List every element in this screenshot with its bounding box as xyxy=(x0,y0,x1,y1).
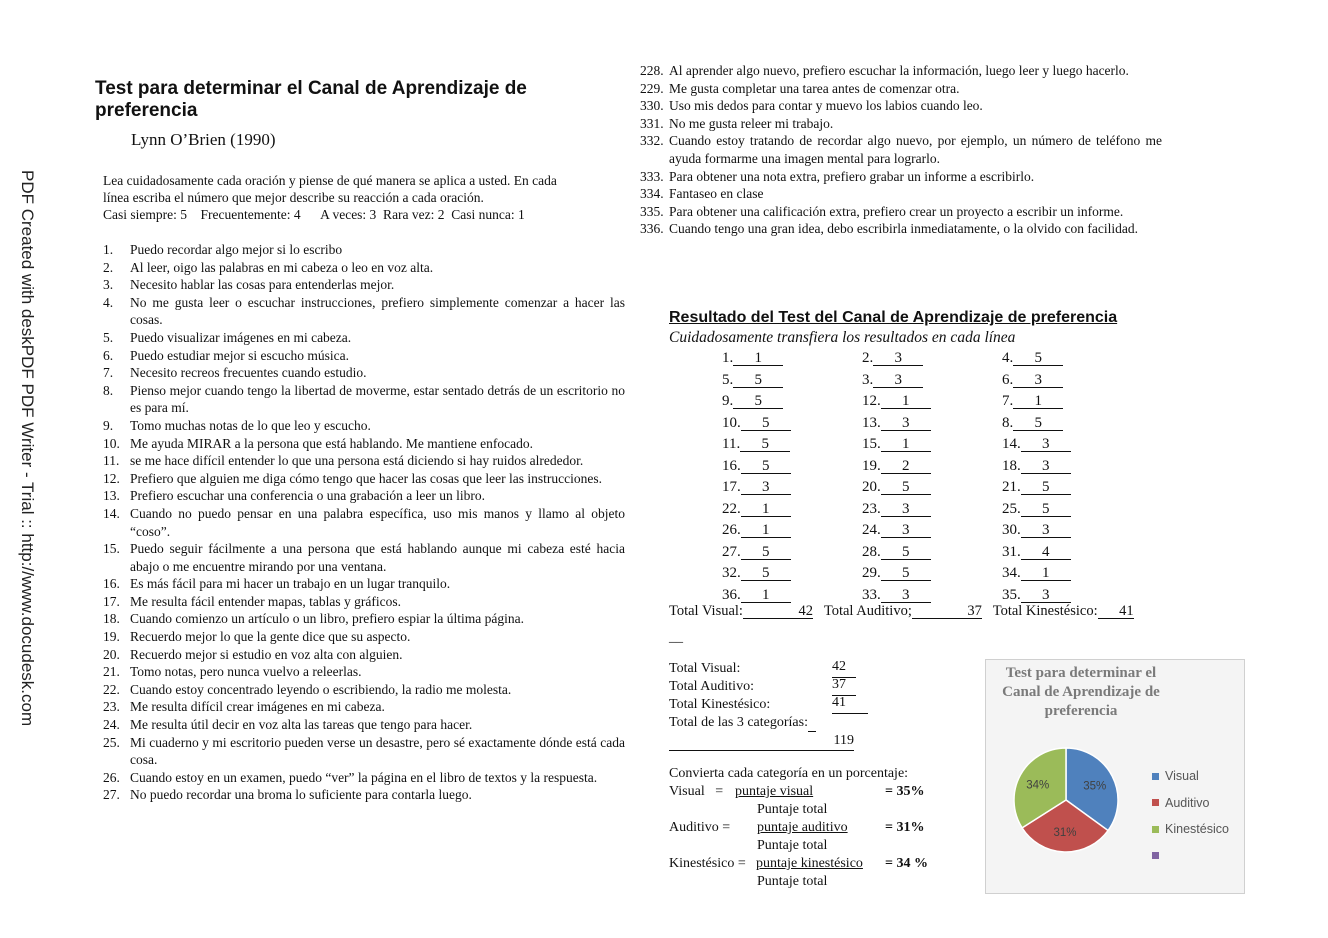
item-ref: 33. xyxy=(862,586,881,603)
score-value: 5 xyxy=(740,437,790,452)
item-ref: 12. xyxy=(862,393,881,410)
results-row xyxy=(722,391,1142,413)
results-cell xyxy=(722,372,862,389)
results-cell xyxy=(722,350,862,367)
item-number: 336. xyxy=(640,221,664,237)
watermark-text: PDF Created with deskPDF PDF Writer - Trial :: http://www.docudesk.com xyxy=(18,170,37,727)
instructions xyxy=(103,172,625,223)
list-item xyxy=(95,382,625,417)
list-item xyxy=(95,452,625,470)
list-item xyxy=(95,646,625,664)
score-value: 1 xyxy=(741,588,791,603)
score-value: 1 xyxy=(1021,566,1071,581)
results-cell xyxy=(862,501,1002,518)
summary-label: Total Visual: xyxy=(669,661,741,676)
item-text: Para obtener una nota extra, prefiero grabar un informe a escribirlo. xyxy=(669,168,1035,184)
results-cell xyxy=(722,415,862,432)
percentage-conversion xyxy=(669,765,969,891)
item-number: 14. xyxy=(103,505,120,521)
item-ref: 7. xyxy=(1002,393,1014,410)
results-cell xyxy=(722,436,862,453)
total-kinestesico-value: 41 xyxy=(1098,604,1134,619)
kinestesico-label: Kinestésico = xyxy=(669,856,746,871)
results-title: Resultado del Test del Canal de Aprendizaje de preferencia xyxy=(669,309,1118,326)
legend-swatch xyxy=(1152,773,1159,780)
list-item xyxy=(640,115,1162,133)
item-ref: 26. xyxy=(722,522,741,539)
list-item xyxy=(95,786,625,804)
totals-summary xyxy=(669,660,868,751)
list-item xyxy=(95,241,625,259)
results-row xyxy=(722,499,1142,521)
legend-item xyxy=(1152,816,1229,843)
item-ref: 1. xyxy=(722,350,734,367)
score-value: 5 xyxy=(1021,480,1071,495)
item-number: 27. xyxy=(103,787,120,803)
score-value: 3 xyxy=(873,351,923,366)
list-item xyxy=(95,329,625,347)
visual-percent: = 35% xyxy=(885,784,925,799)
kinestesico-percent: = 34 % xyxy=(885,856,928,871)
score-value: 1 xyxy=(733,351,783,366)
list-item xyxy=(95,435,625,453)
item-text: Puedo estudiar mejor si escucho música. xyxy=(130,347,349,363)
item-text: Me resulta difícil crear imágenes en mi cabeza. xyxy=(130,699,385,715)
score-value: 5 xyxy=(741,416,791,431)
instructions-line: Lea cuidadosamente cada oración y piense de qué manera se aplica a usted. En cada xyxy=(103,173,557,188)
list-item xyxy=(640,185,1162,203)
item-text: Cuando estoy concentrado leyendo o escribiendo, la radio me molesta. xyxy=(130,681,512,697)
item-ref: 24. xyxy=(862,522,881,539)
item-number: 228. xyxy=(640,63,664,78)
item-text: Necesito hablar las cosas para entenderlas mejor. xyxy=(130,277,395,293)
results-cell xyxy=(1002,479,1142,496)
item-number: 2. xyxy=(103,259,114,275)
legend-swatch xyxy=(1152,799,1159,806)
score-value: 5 xyxy=(741,566,791,581)
results-row xyxy=(722,434,1142,456)
item-number: 10. xyxy=(103,435,120,451)
list-item xyxy=(95,347,625,365)
score-value: 1 xyxy=(881,394,931,409)
legend-label: Kinestésico xyxy=(1165,822,1229,837)
results-cell xyxy=(722,393,862,410)
list-item xyxy=(95,593,625,611)
summary-row xyxy=(669,678,868,696)
total-auditivo-value: 37 xyxy=(912,604,982,619)
results-cell xyxy=(722,522,862,539)
score-value: 5 xyxy=(881,566,931,581)
total-visual-value: 42 xyxy=(743,604,813,619)
kinestesico-denominator: Puntaje total xyxy=(757,874,828,889)
item-number: 333. xyxy=(640,168,664,184)
pie-chart xyxy=(985,659,1245,894)
results-cell xyxy=(862,544,1002,561)
summary-label: Total Auditivo: xyxy=(669,679,754,694)
results-grid xyxy=(722,348,1142,606)
instructions-line: línea escriba el número que mejor describe su reacción a cada oración. xyxy=(103,190,484,205)
item-text: Cuando no puedo pensar en una palabra específica, uso mis manos y llamo al objeto “coso”. xyxy=(130,505,625,539)
rating-scale: Casi siempre: 5 Frecuentemente: 4 A veces: 3 Rara vez: 2 Casi nunca: 1 xyxy=(103,207,525,222)
question-list-continued xyxy=(640,62,1162,238)
score-value: 4 xyxy=(1021,545,1071,560)
item-number: 18. xyxy=(103,611,120,627)
item-text: Es más fácil para mi hacer un trabajo en un lugar tranquilo. xyxy=(130,576,451,592)
list-item xyxy=(95,769,625,787)
page-title: Test para determinar el Canal de Aprendizaje de preferencia xyxy=(95,78,527,121)
summary-value: 42 xyxy=(832,660,856,678)
score-value: 5 xyxy=(1013,351,1063,366)
legend-label: Visual xyxy=(1165,769,1199,784)
summary-row xyxy=(669,696,868,714)
item-number: 11. xyxy=(103,453,120,469)
item-ref: 28. xyxy=(862,543,881,560)
list-item xyxy=(95,716,625,734)
summary-value: 37 xyxy=(832,678,856,696)
sum-value: 119 xyxy=(669,732,854,751)
item-ref: 25. xyxy=(1002,500,1021,517)
item-ref: 14. xyxy=(1002,436,1021,453)
item-number: 330. xyxy=(640,98,664,114)
item-number: 331. xyxy=(640,115,664,131)
item-number: 15. xyxy=(103,541,120,557)
score-value: 3 xyxy=(881,416,931,431)
list-item xyxy=(95,575,625,593)
item-text: Al aprender algo nuevo, prefiero escuchar la información, luego leer y luego hacerlo. xyxy=(669,63,1129,78)
item-ref: 6. xyxy=(1002,371,1014,388)
item-number: 1. xyxy=(103,242,114,257)
chart-legend xyxy=(1152,763,1229,869)
item-number: 4. xyxy=(103,294,114,310)
results-cell xyxy=(722,458,862,475)
item-number: 19. xyxy=(103,629,120,645)
score-value: 5 xyxy=(1021,502,1071,517)
item-text: No me gusta releer mi trabajo. xyxy=(669,115,834,131)
item-number: 24. xyxy=(103,717,120,733)
item-ref: 11. xyxy=(722,436,741,453)
data-label: 34% xyxy=(1026,779,1050,792)
legend-item xyxy=(1152,763,1229,790)
summary-label: Total Kinestésico: xyxy=(669,697,771,712)
legend-item xyxy=(1152,843,1229,870)
score-value: 1 xyxy=(741,502,791,517)
score-value: 1 xyxy=(741,523,791,538)
results-row xyxy=(722,542,1142,564)
summary-row xyxy=(669,714,868,732)
list-item xyxy=(95,276,625,294)
sum-label: Total de las 3 categorías: xyxy=(669,715,808,730)
author: Lynn O’Brien (1990) xyxy=(131,130,276,149)
item-number: 26. xyxy=(103,769,120,785)
item-number: 12. xyxy=(103,470,120,486)
item-number: 332. xyxy=(640,133,664,149)
item-ref: 4. xyxy=(1002,350,1014,367)
item-ref: 31. xyxy=(1002,543,1021,560)
score-value: 3 xyxy=(881,502,931,517)
list-item xyxy=(640,220,1162,238)
score-value: 3 xyxy=(1021,459,1071,474)
list-item xyxy=(95,610,625,628)
results-cell xyxy=(1002,393,1142,410)
auditivo-denominator: Puntaje total xyxy=(757,838,828,853)
total-visual-label: Total Visual: xyxy=(669,603,743,619)
score-value: 2 xyxy=(881,459,931,474)
list-item xyxy=(95,540,625,575)
score-value: 5 xyxy=(733,394,783,409)
item-ref: 17. xyxy=(722,479,741,496)
results-cell xyxy=(862,415,1002,432)
item-ref: 30. xyxy=(1002,522,1021,539)
score-value: 5 xyxy=(881,480,931,495)
chart-title: Test para determinar el Canal de Aprendizaje de preferencia xyxy=(1002,665,1160,719)
results-row xyxy=(722,477,1142,499)
results-cell xyxy=(1002,501,1142,518)
results-cell xyxy=(862,350,1002,367)
left-column xyxy=(95,78,625,804)
results-cell xyxy=(722,501,862,518)
legend-label: Auditivo xyxy=(1165,795,1210,810)
item-number: 13. xyxy=(103,488,120,504)
blank-line: __ xyxy=(669,630,683,645)
item-ref: 27. xyxy=(722,543,741,560)
item-number: 6. xyxy=(103,347,114,363)
item-ref: 9. xyxy=(722,393,734,410)
item-text: Mi cuaderno y mi escritorio pueden verse un desastre, pero sé exactamente dónde está cada cosa. xyxy=(130,734,625,768)
list-item xyxy=(95,628,625,646)
list-item xyxy=(95,681,625,699)
list-item xyxy=(95,294,625,329)
item-number: 25. xyxy=(103,734,120,750)
list-item xyxy=(95,364,625,382)
list-item xyxy=(640,62,1162,80)
item-number: 22. xyxy=(103,681,120,697)
list-item xyxy=(640,97,1162,115)
summary-row xyxy=(669,660,868,678)
kinestesico-numerator: puntaje kinestésico xyxy=(756,856,863,871)
item-number: 17. xyxy=(103,593,120,609)
auditivo-percent: = 31% xyxy=(885,820,925,835)
item-ref: 36. xyxy=(722,586,741,603)
results-row xyxy=(722,370,1142,392)
item-ref: 32. xyxy=(722,565,741,582)
summary-value: 41 xyxy=(832,696,868,714)
results-cell xyxy=(1002,544,1142,561)
results-row xyxy=(722,563,1142,585)
results-row xyxy=(722,348,1142,370)
results-subtitle: Cuidadosamente transfiera los resultados en cada línea xyxy=(669,329,1016,346)
visual-label: Visual = xyxy=(669,784,724,799)
list-item xyxy=(95,663,625,681)
results-cell xyxy=(722,565,862,582)
item-ref: 19. xyxy=(862,457,881,474)
item-text: Recuerdo mejor lo que la gente dice que su aspecto. xyxy=(130,629,411,645)
list-item xyxy=(95,698,625,716)
results-row xyxy=(722,520,1142,542)
item-text: Cuando tengo una gran idea, debo escribirla inmediatamente, o la olvido con facilidad. xyxy=(669,221,1138,237)
item-number: 5. xyxy=(103,329,114,345)
item-ref: 18. xyxy=(1002,457,1021,474)
auditivo-label: Auditivo = xyxy=(669,820,731,835)
item-number: 20. xyxy=(103,646,120,662)
list-item xyxy=(95,487,625,505)
total-auditivo-label: Total Auditivo; xyxy=(823,603,912,619)
item-number: 9. xyxy=(103,417,114,433)
results-cell xyxy=(1002,587,1142,604)
results-cell xyxy=(1002,565,1142,582)
results-cell xyxy=(1002,372,1142,389)
item-ref: 21. xyxy=(1002,479,1021,496)
legend-swatch xyxy=(1152,826,1159,833)
item-number: 3. xyxy=(103,277,114,293)
item-number: 8. xyxy=(103,382,114,398)
results-cell xyxy=(1002,522,1142,539)
item-text: Prefiero escuchar una conferencia o una grabación a leer un libro. xyxy=(130,488,485,504)
results-cell xyxy=(862,458,1002,475)
results-cell xyxy=(722,479,862,496)
item-text: Cuando estoy en un examen, puedo “ver” la página en el libro de textos y la respuesta. xyxy=(130,769,598,785)
item-ref: 13. xyxy=(862,414,881,431)
item-text: Para obtener una calificación extra, prefiero crear un proyecto a escribir un informe. xyxy=(669,203,1124,219)
item-text: Uso mis dedos para contar y muevo los labios cuando leo. xyxy=(669,98,983,114)
data-label: 35% xyxy=(1083,780,1107,793)
item-ref: 5. xyxy=(722,371,734,388)
item-ref: 16. xyxy=(722,457,741,474)
item-number: 16. xyxy=(103,576,120,592)
right-column xyxy=(640,62,1162,238)
question-list xyxy=(95,241,625,804)
list-item xyxy=(95,734,625,769)
score-value: 1 xyxy=(881,437,931,452)
item-ref: 35. xyxy=(1002,586,1021,603)
item-ref: 23. xyxy=(862,500,881,517)
score-value: 5 xyxy=(1013,416,1063,431)
results-cell xyxy=(862,479,1002,496)
item-ref: 2. xyxy=(862,350,874,367)
results-cell xyxy=(1002,415,1142,432)
list-item xyxy=(640,168,1162,186)
item-text: Cuando comienzo un artículo o un libro, prefiero espiar la última página. xyxy=(130,611,525,627)
score-value: 3 xyxy=(881,523,931,538)
score-value: 1 xyxy=(1013,394,1063,409)
item-text: No me gusta leer o escuchar instrucciones, prefiero simplemente comenzar a hacer las cosas. xyxy=(130,294,625,328)
score-value: 5 xyxy=(741,459,791,474)
item-ref: 8. xyxy=(1002,414,1014,431)
item-text: Tomo notas, pero nunca vuelvo a releerlas. xyxy=(130,664,362,680)
results-row xyxy=(722,456,1142,478)
results-cell xyxy=(1002,436,1142,453)
item-text: Pienso mejor cuando tengo la libertad de moverme, estar sentado detrás de un escritorio no es para mí. xyxy=(130,382,625,416)
results-cell xyxy=(862,372,1002,389)
item-ref: 29. xyxy=(862,565,881,582)
data-label: 31% xyxy=(1053,827,1077,840)
list-item xyxy=(95,259,625,277)
item-number: 334. xyxy=(640,186,664,202)
item-ref: 34. xyxy=(1002,565,1021,582)
item-text: Necesito recreos frecuentes cuando estudio. xyxy=(130,365,367,381)
list-item xyxy=(95,417,625,435)
score-value: 3 xyxy=(1021,523,1071,538)
score-value: 3 xyxy=(873,373,923,388)
item-text: se me hace difícil entender lo que una persona está diciendo si hay ruidos alrededor. xyxy=(130,453,584,469)
item-number: 21. xyxy=(103,664,120,680)
item-text: Me gusta completar una tarea antes de comenzar otra. xyxy=(669,80,960,96)
legend-swatch xyxy=(1152,852,1159,859)
results-row xyxy=(722,413,1142,435)
item-ref: 3. xyxy=(862,371,874,388)
trial-watermark xyxy=(18,170,52,800)
visual-denominator: Puntaje total xyxy=(757,802,828,817)
item-text: Tomo muchas notas de lo que leo y escucho. xyxy=(130,417,371,433)
score-value: 3 xyxy=(1013,373,1063,388)
item-text: Al leer, oigo las palabras en mi cabeza o leo en voz alta. xyxy=(130,259,434,275)
list-item xyxy=(640,132,1162,167)
results-cell xyxy=(862,436,1002,453)
legend-item xyxy=(1152,790,1229,817)
item-number: 7. xyxy=(103,365,114,381)
score-value: 5 xyxy=(741,545,791,560)
results-cell xyxy=(1002,458,1142,475)
item-number: 229. xyxy=(640,80,664,96)
item-ref: 20. xyxy=(862,479,881,496)
results-cell xyxy=(862,565,1002,582)
item-ref: 10. xyxy=(722,414,741,431)
list-item xyxy=(640,203,1162,221)
score-value: 5 xyxy=(881,545,931,560)
item-text: No puedo recordar una broma lo suficiente para contarla luego. xyxy=(130,787,472,803)
item-number: 335. xyxy=(640,203,664,219)
item-number: 23. xyxy=(103,699,120,715)
list-item xyxy=(640,80,1162,98)
item-text: Cuando estoy tratando de recordar algo nuevo, por ejemplo, un número de teléfono me ayuda formarme una imagen mental para lograrlo. xyxy=(669,133,1162,166)
total-kinestesico-label: Total Kinestésico: xyxy=(992,603,1098,619)
item-text: Fantaseo en clase xyxy=(669,186,764,202)
item-ref: 15. xyxy=(862,436,881,453)
results-cell xyxy=(862,587,1002,604)
score-value: 3 xyxy=(1021,437,1071,452)
score-value: 5 xyxy=(733,373,783,388)
list-item xyxy=(95,470,625,488)
conversion-heading: Convierta cada categoría en un porcentaje: xyxy=(669,766,909,781)
score-value: 3 xyxy=(1021,588,1071,603)
list-item xyxy=(95,505,625,540)
auditivo-numerator: puntaje auditivo xyxy=(757,820,848,835)
item-text: Recuerdo mejor si estudio en voz alta con alguien. xyxy=(130,646,403,662)
item-ref: 22. xyxy=(722,500,741,517)
item-text: Me ayuda MIRAR a la persona que está hablando. Me mantiene enfocado. xyxy=(130,435,533,451)
item-text: Puedo visualizar imágenes en mi cabeza. xyxy=(130,329,352,345)
results-cell xyxy=(862,393,1002,410)
item-text: Puedo recordar algo mejor si lo escribo xyxy=(130,242,343,257)
results-cell xyxy=(862,522,1002,539)
visual-numerator: puntaje visual xyxy=(735,784,814,799)
totals-line xyxy=(669,603,1134,620)
score-value: 3 xyxy=(881,588,931,603)
score-value: 3 xyxy=(741,480,791,495)
results-cell xyxy=(722,544,862,561)
item-text: Prefiero que alguien me diga cómo tengo que hacer las cosas que leer las instrucciones. xyxy=(130,470,602,486)
results-cell xyxy=(1002,350,1142,367)
item-text: Me resulta útil decir en voz alta las tareas que tengo para hacer. xyxy=(130,717,473,733)
item-text: Me resulta fácil entender mapas, tablas y gráficos. xyxy=(130,593,402,609)
results-cell xyxy=(722,587,862,604)
item-text: Puedo seguir fácilmente a una persona que está hablando aunque mi cabeza esté hacia abajo o me encuentre mirando por una ventana. xyxy=(130,541,625,574)
